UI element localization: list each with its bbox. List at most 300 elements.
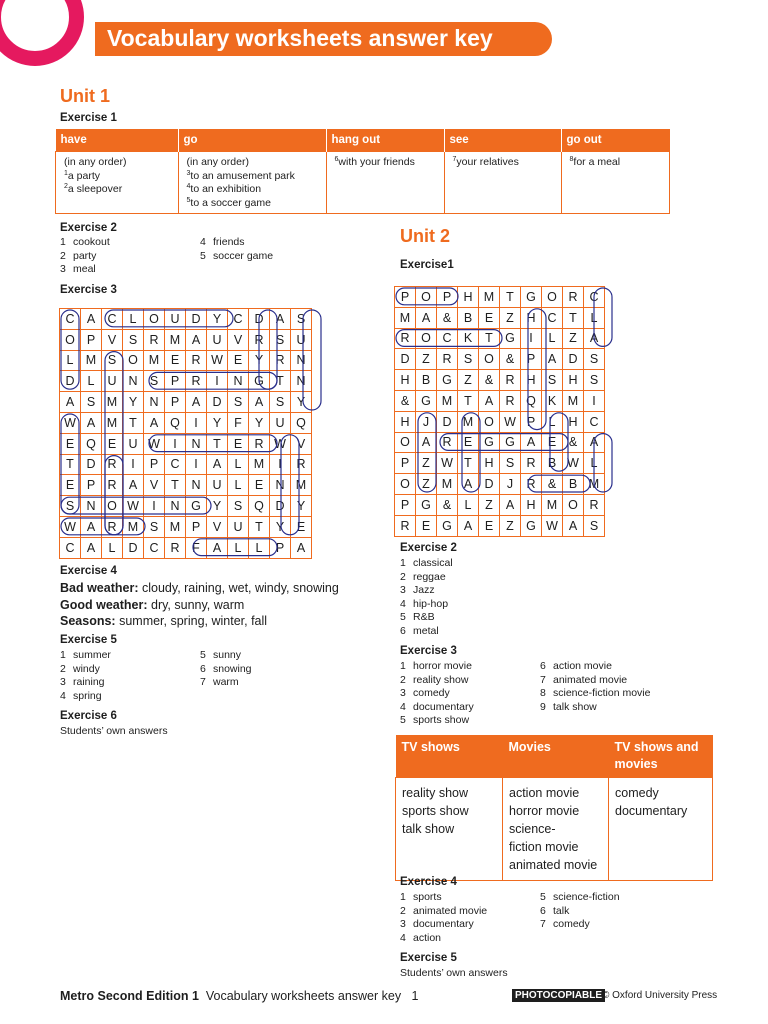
u1-ex5-label: Exercise 5 (60, 634, 117, 646)
u1-cell: C (144, 537, 165, 558)
col-header: TV shows (396, 735, 503, 778)
u1-cell: A (81, 309, 102, 330)
u2-ex4-list-a (400, 891, 487, 945)
u1-cell: D (60, 371, 81, 392)
col-header: Movies (503, 735, 609, 778)
cell-have (56, 152, 179, 214)
list-item (400, 891, 487, 905)
u1-ex2-list-a (60, 236, 110, 277)
answer-circle (594, 434, 612, 492)
u2-cell: A (500, 494, 521, 515)
list-item (60, 250, 110, 264)
item-text: snowing (213, 662, 252, 675)
u2-cell: M (479, 287, 500, 308)
list-item (400, 571, 453, 585)
u1-cell: I (186, 412, 207, 433)
u2-cell: H (521, 370, 542, 391)
u1-cell: P (165, 371, 186, 392)
u2-cell: E (542, 432, 563, 453)
u2-cell: G (521, 515, 542, 536)
u1-cell: A (249, 392, 270, 413)
u2-cell: Z (458, 370, 479, 391)
list-item (400, 905, 487, 919)
u1-cell: A (186, 392, 207, 413)
list-item (400, 674, 474, 688)
col-header: see (444, 129, 561, 152)
u2-cell: I (521, 328, 542, 349)
item-text: horror movie (413, 660, 472, 672)
u2-cell: Z (416, 349, 437, 370)
u1-cell: A (207, 537, 228, 558)
u1-cell: M (123, 516, 144, 537)
u1-cell: A (81, 537, 102, 558)
u2-cell: O (542, 287, 563, 308)
item-text: summer (73, 649, 111, 661)
u1-cell: N (123, 371, 144, 392)
u2-cell: D (395, 349, 416, 370)
u2-cell: R (563, 287, 584, 308)
u1-ex3-label: Exercise 3 (60, 284, 117, 296)
u1-cell: Y (123, 392, 144, 413)
u1-cell: S (291, 309, 312, 330)
u2-cell: O (416, 287, 437, 308)
item-text: comedy (553, 918, 590, 930)
u2-cell: B (563, 474, 584, 495)
list-item (400, 918, 487, 932)
u2-cell: P (395, 287, 416, 308)
item-num: 5 (200, 249, 206, 262)
u1-cell: M (165, 329, 186, 350)
sup: 5 (186, 196, 191, 204)
u1-cell: T (60, 454, 81, 475)
u2-cell: R (584, 494, 605, 515)
list-item (400, 932, 487, 946)
item-num: 2 (400, 570, 406, 583)
item-num: 7 (540, 673, 546, 686)
item-num: 3 (400, 584, 406, 596)
item-text: friends (213, 236, 245, 248)
list-item (200, 250, 273, 264)
u1-cell: T (249, 516, 270, 537)
u1-cell: T (123, 412, 144, 433)
u1-cell: R (165, 537, 186, 558)
u1-cell: S (144, 371, 165, 392)
item-text: meal (73, 263, 96, 275)
u1-cell: N (291, 371, 312, 392)
answer-circle (105, 352, 123, 535)
list-item (60, 236, 110, 250)
u1-cell: S (270, 329, 291, 350)
u1-cell: V (207, 516, 228, 537)
u2-cell: W (563, 453, 584, 474)
u1-cell: Y (291, 496, 312, 517)
u2-cell: J (500, 474, 521, 495)
u2-cell: R (395, 328, 416, 349)
u1-cell: E (165, 350, 186, 371)
u1-cell: M (81, 350, 102, 371)
u1-cell: U (123, 433, 144, 454)
answer-circle (149, 372, 277, 389)
sup: 6 (334, 156, 339, 163)
u1-cell: R (102, 454, 123, 475)
u1-cell: P (81, 475, 102, 496)
u2-cell: P (521, 349, 542, 370)
u1-cell: A (186, 329, 207, 350)
u2-cell: O (563, 494, 584, 515)
u1-cell: O (60, 329, 81, 350)
u1-cell: E (228, 433, 249, 454)
item-text: science-fiction (553, 891, 620, 903)
answer-key: Bad weather: (60, 581, 139, 595)
u2-cell: M (563, 390, 584, 411)
u1-cell: A (270, 309, 291, 330)
u2-cell: & (395, 390, 416, 411)
answer-circle (61, 310, 79, 389)
item-text: sports show (413, 714, 470, 726)
u2-cell: P (395, 494, 416, 515)
u1-cell: E (228, 350, 249, 371)
list-item (400, 714, 474, 728)
u1-ex1-table (55, 129, 670, 214)
u2-cell: Z (500, 307, 521, 328)
item-text: sports (413, 891, 442, 903)
list-item (400, 598, 453, 612)
item-num: 4 (400, 931, 406, 944)
u2-cell: & (437, 494, 458, 515)
answer-circle (396, 330, 502, 347)
col-header: go out (561, 129, 670, 152)
u1-cell: M (144, 350, 165, 371)
u1-cell: N (291, 350, 312, 371)
u2-ex2-label: Exercise 2 (400, 542, 457, 554)
item-num: 1 (60, 236, 66, 248)
u2-cell: L (458, 494, 479, 515)
list-item (60, 690, 111, 704)
u1-cell: N (270, 475, 291, 496)
item-num: 6 (540, 904, 546, 917)
list-item (200, 676, 252, 690)
u1-wordsearch-markings (59, 308, 325, 558)
u1-cell: U (207, 475, 228, 496)
u1-cell: V (228, 329, 249, 350)
u2-wordsearch-markings (394, 286, 616, 536)
item-text: R&B (413, 611, 435, 623)
u1-cell: C (60, 537, 81, 558)
u1-cell: A (207, 454, 228, 475)
u1-cell: N (186, 433, 207, 454)
cell-line: (in any order) (64, 156, 127, 168)
item-num: 1 (400, 557, 406, 569)
u2-cell: W (437, 453, 458, 474)
list-item (400, 660, 474, 674)
u2-cell: G (416, 390, 437, 411)
item-text: sunny (213, 649, 242, 661)
list-item (540, 660, 650, 674)
u2-ex3-list-a (400, 660, 474, 728)
u2-cell: S (584, 515, 605, 536)
u1-cell: I (207, 371, 228, 392)
col-header: hang out (326, 129, 444, 152)
u2-cell: P (437, 287, 458, 308)
u2-cell: M (458, 411, 479, 432)
u1-cell: C (60, 309, 81, 330)
item-text: classical (413, 557, 453, 569)
item-text: party (73, 249, 97, 262)
u1-ex5-list-b (200, 649, 252, 690)
u1-cell: W (60, 412, 81, 433)
item-text: animated movie (413, 904, 488, 917)
u1-ex5-list-a (60, 649, 111, 703)
u1-cell: S (144, 516, 165, 537)
u2-cell: C (584, 411, 605, 432)
u1-cell: A (81, 516, 102, 537)
u1-cell: O (123, 350, 144, 371)
col-header: go (178, 129, 326, 152)
answer-circle (281, 435, 299, 535)
item-text: spring (73, 689, 102, 702)
u2-cell: G (521, 287, 542, 308)
u1-cell: F (186, 537, 207, 558)
list-item (540, 687, 650, 701)
item-text: comedy (413, 687, 450, 699)
u1-cell: Q (249, 496, 270, 517)
col-header: TV shows and movies (609, 735, 713, 778)
u1-cell: N (228, 371, 249, 392)
list-item (400, 584, 453, 598)
u1-cell: S (81, 392, 102, 413)
item-num: 1 (400, 891, 406, 903)
u1-cell: V (102, 329, 123, 350)
u1-cell: O (102, 496, 123, 517)
u2-ex5-label: Exercise 5 (400, 952, 457, 964)
u1-cell: Y (270, 516, 291, 537)
u2-cell: M (584, 474, 605, 495)
u1-cell: U (165, 309, 186, 330)
u1-cell: U (102, 371, 123, 392)
u1-cell: S (228, 496, 249, 517)
u2-cell: A (416, 432, 437, 453)
u1-cell: A (60, 392, 81, 413)
item-text: Jazz (413, 584, 435, 596)
u1-cell: G (249, 371, 270, 392)
cell-line: a party (67, 169, 101, 182)
u1-cell: R (291, 454, 312, 475)
footer (60, 989, 418, 1003)
item-text: animated movie (553, 673, 628, 686)
u1-cell: P (270, 537, 291, 558)
list-item (400, 611, 453, 625)
item-num: 7 (540, 918, 546, 930)
cell-line: a sleepover (67, 183, 123, 195)
list-item (400, 701, 474, 715)
u2-cell: D (479, 474, 500, 495)
u1-cell: R (270, 350, 291, 371)
item-text: action (413, 931, 442, 944)
u1-cell: L (123, 309, 144, 330)
u2-cell: S (584, 370, 605, 391)
u1-cell: P (165, 392, 186, 413)
u1-cell: V (144, 475, 165, 496)
u1-cell: W (123, 496, 144, 517)
u2-cell: H (395, 370, 416, 391)
list-item (200, 663, 252, 677)
u1-cell: S (60, 496, 81, 517)
u2-cell: & (563, 432, 584, 453)
answer-line (60, 597, 339, 614)
u1-cell: S (123, 329, 144, 350)
cell-line: to an amusement park (190, 169, 295, 182)
item-num: 4 (400, 700, 406, 713)
answer-value: summer, spring, winter, fall (119, 614, 268, 628)
answer-circle (462, 413, 480, 492)
item-text: hip-hop (413, 597, 449, 610)
u2-cell: Z (479, 494, 500, 515)
u1-cell: T (165, 475, 186, 496)
cell-line: talk show (402, 822, 455, 836)
u1-cell: R (249, 433, 270, 454)
list-item (540, 674, 650, 688)
u1-cell: G (186, 496, 207, 517)
list-item (60, 263, 110, 277)
u1-cell: D (207, 392, 228, 413)
item-num: 5 (200, 649, 206, 661)
u2-ex2-list (400, 557, 453, 638)
u2-cell: T (479, 328, 500, 349)
u2-cell: L (542, 328, 563, 349)
u2-cell: A (458, 515, 479, 536)
u2-cell: O (479, 411, 500, 432)
u2-cell: B (416, 370, 437, 391)
cell-line: science- (509, 822, 556, 836)
unit1-heading: Unit 1 (60, 86, 111, 106)
u1-cell: E (102, 433, 123, 454)
u1-cell: S (228, 392, 249, 413)
u1-cell: R (186, 350, 207, 371)
u2-cell: Z (500, 515, 521, 536)
u1-cell: L (60, 350, 81, 371)
col-header: have (56, 129, 179, 152)
u1-cell: I (123, 454, 144, 475)
item-num: 1 (400, 660, 406, 672)
cell-line: documentary (615, 804, 688, 818)
u1-cell: R (186, 371, 207, 392)
u2-cell: H (479, 453, 500, 474)
u1-cell: D (186, 309, 207, 330)
u2-cell: G (500, 328, 521, 349)
answer-value: dry, sunny, warm (151, 597, 245, 612)
u1-cell: N (165, 496, 186, 517)
u1-cell: N (186, 475, 207, 496)
cell-go-out (561, 152, 670, 214)
u1-cell: Y (207, 496, 228, 517)
u1-cell: P (186, 516, 207, 537)
u1-cell: A (291, 537, 312, 558)
u2-cell: G (500, 432, 521, 453)
u1-cell: U (228, 516, 249, 537)
u1-cell: L (249, 537, 270, 558)
item-num: 6 (200, 662, 206, 675)
u2-cell: H (521, 307, 542, 328)
u1-cell: D (81, 454, 102, 475)
u2-cell: J (416, 411, 437, 432)
u2-cell: R (437, 349, 458, 370)
item-text: science-fiction movie (553, 687, 651, 699)
u2-cell: B (542, 453, 563, 474)
u2-ex1-label: Exercise1 (400, 259, 454, 271)
cell-line: action movie (509, 786, 580, 800)
answer-circle (418, 413, 436, 492)
u2-cell: T (500, 287, 521, 308)
u2-cell: H (563, 370, 584, 391)
u2-cell: T (458, 390, 479, 411)
u1-cell: U (207, 329, 228, 350)
item-num: 3 (60, 263, 66, 275)
u1-cell: A (81, 412, 102, 433)
cell-line: to a soccer game (190, 196, 271, 209)
u1-cell: E (60, 475, 81, 496)
sup: 3 (186, 169, 191, 177)
item-num: 5 (540, 891, 546, 903)
u2-cell: & (437, 307, 458, 328)
item-num: 9 (540, 700, 546, 713)
page-title: Vocabulary worksheets answer key (107, 25, 493, 51)
u1-cell: D (270, 496, 291, 517)
item-text: documentary (413, 918, 474, 930)
u2-cell: H (458, 287, 479, 308)
u2-cell: H (563, 411, 584, 432)
u2-cell: S (500, 453, 521, 474)
u2-cell: L (584, 453, 605, 474)
u2-cell: C (437, 328, 458, 349)
cell-line: fiction movie (509, 840, 579, 854)
u1-cell: V (291, 433, 312, 454)
u2-cell: C (542, 307, 563, 328)
u1-cell: W (60, 516, 81, 537)
item-num: 3 (400, 918, 406, 930)
sup: 1 (64, 169, 68, 177)
u1-cell: I (270, 454, 291, 475)
u2-cell: & (542, 474, 563, 495)
u2-cell: G (437, 515, 458, 536)
u1-cell: W (270, 433, 291, 454)
u2-cell: L (542, 411, 563, 432)
u2-cell: E (458, 432, 479, 453)
item-text: reggae (413, 570, 446, 583)
u2-ex4-label: Exercise 4 (400, 876, 457, 888)
cell-go (178, 152, 326, 214)
u1-ex4-label: Exercise 4 (60, 565, 117, 577)
u2-cell: R (521, 474, 542, 495)
u2-cell: M (395, 307, 416, 328)
sup: 8 (569, 156, 574, 163)
u2-cell: Z (416, 474, 437, 495)
u2-cell: H (395, 411, 416, 432)
item-text: talk (553, 904, 570, 917)
u1-cell: L (228, 537, 249, 558)
u1-cell: R (102, 475, 123, 496)
u1-cell: I (186, 454, 207, 475)
u2-cell: E (479, 307, 500, 328)
item-text: soccer game (213, 249, 274, 262)
u1-ex2-list-b (200, 236, 273, 263)
u2-cell: & (500, 349, 521, 370)
u2-cell: A (521, 432, 542, 453)
item-text: action movie (553, 660, 612, 672)
u2-cell: G (479, 432, 500, 453)
sup: 7 (452, 156, 457, 163)
u2-cell: R (437, 432, 458, 453)
list-item (400, 687, 474, 701)
